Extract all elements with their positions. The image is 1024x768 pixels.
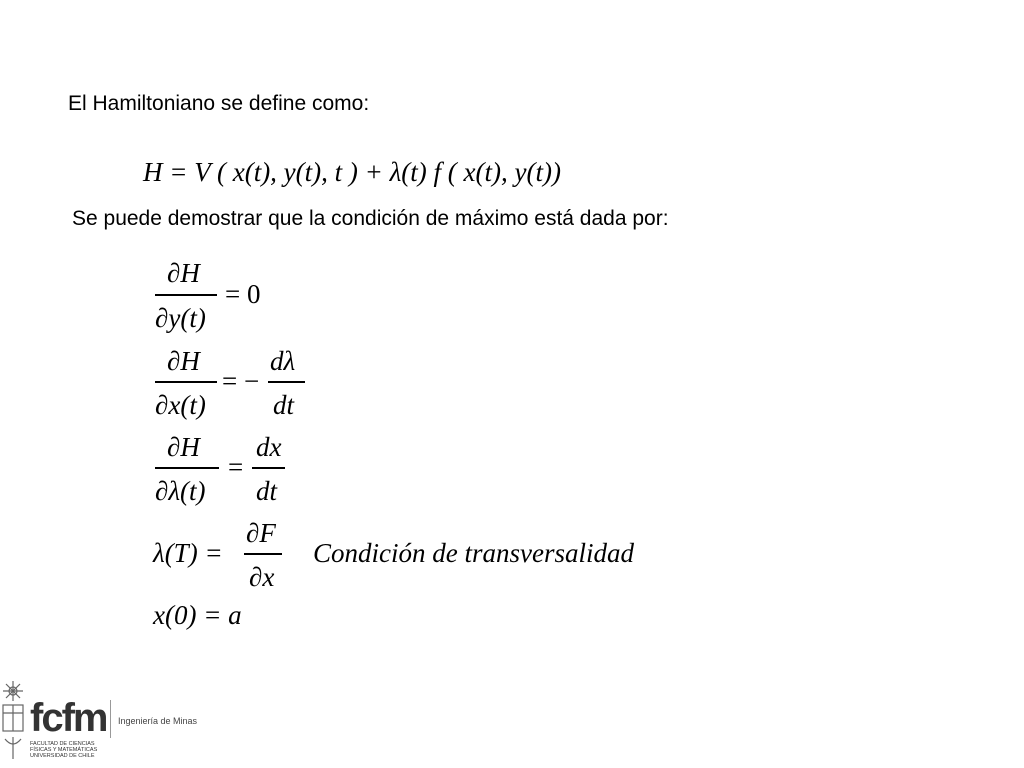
eq2-right-numerator: dλ xyxy=(270,346,296,376)
eq3-right-fraction-bar xyxy=(252,467,285,469)
fcfm-logo-text: fcfm xyxy=(30,697,107,739)
eq2-equals: = − xyxy=(222,366,260,396)
faculty-name xyxy=(30,741,97,759)
eq1-denominator: ∂y(t) xyxy=(155,303,206,333)
equation-5 xyxy=(153,600,242,631)
eq4-denominator: ∂x xyxy=(249,562,275,592)
eq1-numerator: ∂H xyxy=(167,258,200,288)
eq2-numerator: ∂H xyxy=(167,346,200,376)
eq2-right-fraction-bar xyxy=(268,381,305,383)
eq4-fraction-bar xyxy=(244,553,282,555)
eq3-right-numerator: dx xyxy=(256,432,282,462)
eq2-right-denominator: dt xyxy=(273,390,295,420)
hamiltonian-equation xyxy=(143,157,561,188)
eq2-denominator: ∂x(t) xyxy=(155,390,206,420)
footer-logo-block xyxy=(0,675,260,768)
eq3-fraction-bar xyxy=(155,467,219,469)
university-emblem-icon xyxy=(0,679,30,764)
faculty-line-2: FÍSICAS Y MATEMÁTICAS xyxy=(30,747,98,753)
eq3-equals: = xyxy=(228,452,244,482)
hamiltonian-rhs: = V ( x(t), y(t), t ) + λ(t) f ( x(t), y(t)) xyxy=(169,157,561,187)
eq2-fraction-bar xyxy=(155,381,217,383)
hamiltonian-lhs: H xyxy=(143,157,163,187)
eq3-denominator: ∂λ(t) xyxy=(155,476,206,506)
eq4-label: Condición de transversalidad xyxy=(313,538,634,568)
footer-divider xyxy=(110,700,111,738)
faculty-line-3: UNIVERSIDAD DE CHILE xyxy=(30,753,95,759)
faculty-line-1: FACULTAD DE CIENCIAS xyxy=(30,741,95,747)
eq3-right-denominator: dt xyxy=(256,476,278,506)
condition-text: Se puede demostrar que la condición de máximo está dada por: xyxy=(72,207,669,230)
department-name: Ingeniería de Minas xyxy=(118,716,198,726)
eq4-lhs: λ(T) = xyxy=(153,538,223,568)
eq4-numerator: ∂F xyxy=(246,518,276,548)
eq1-fraction-bar xyxy=(155,294,217,296)
eq3-numerator: ∂H xyxy=(167,432,200,462)
fcfm-logo-mark xyxy=(30,697,110,739)
eq5-text: x(0) = a xyxy=(153,600,242,630)
intro-text: El Hamiltoniano se define como: xyxy=(68,92,370,115)
eq1-rhs: = 0 xyxy=(225,279,261,309)
